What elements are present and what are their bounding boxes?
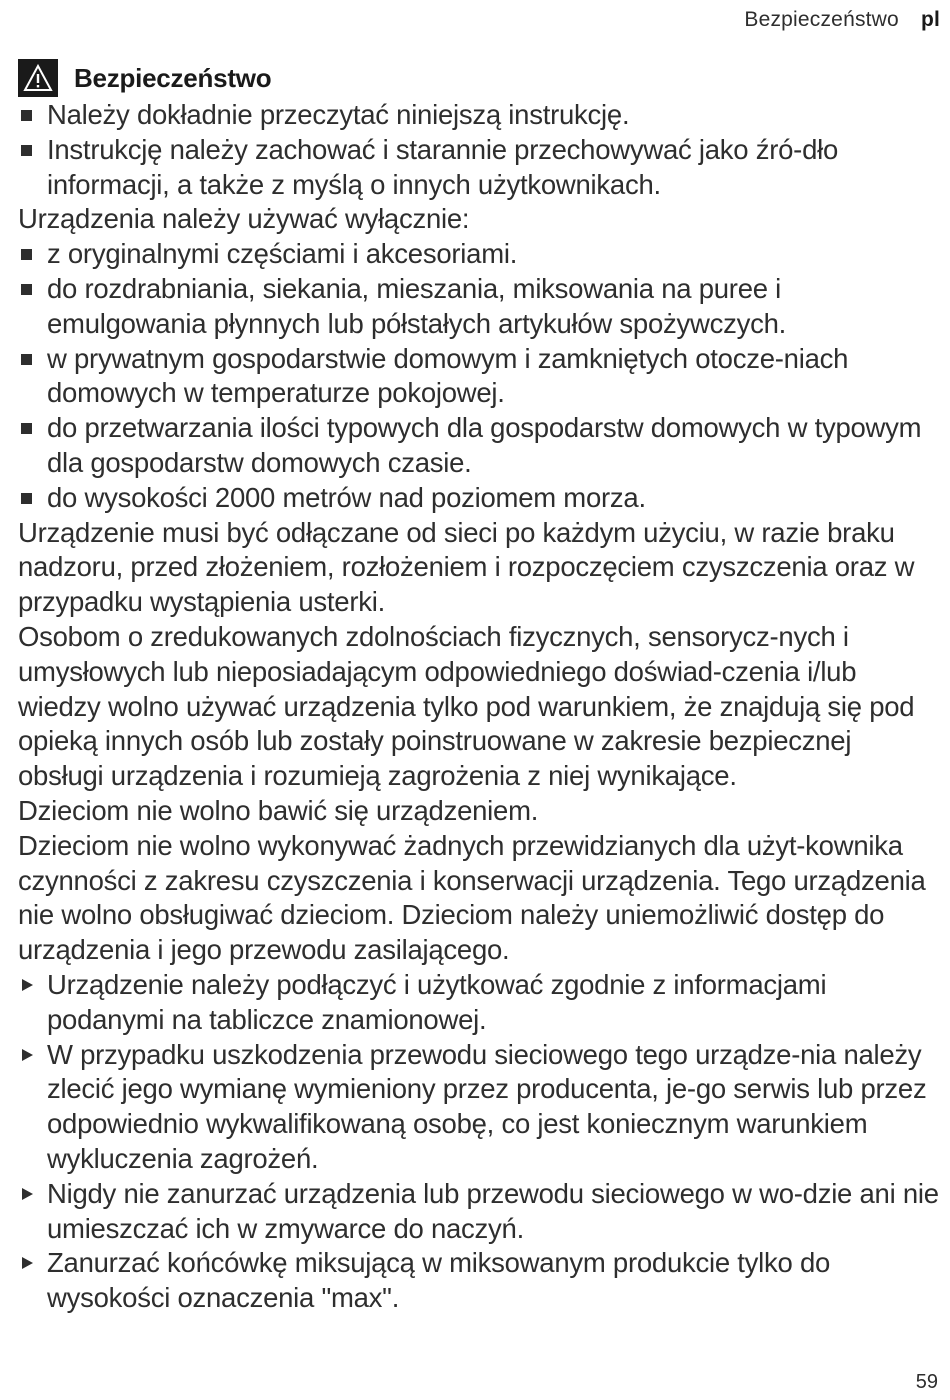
paragraph: Urządzenia należy używać wyłącznie: xyxy=(18,203,470,235)
paragraph: Osobom o zredukowanych zdolnościach fizycznych, sensorycz-nych i umysłowych lub nieposiadającym odpowiedniego doświad-czenia i/lub wiedzy wolno używać urządzenia tylko pod warunkiem, że znajdują się pod opieką innych osób lub zostały poinstruowane w zakresie bezpiecznej obsługi urządzenia i rozumieją zagrożenia z niej wynikające. xyxy=(18,620,915,792)
bullet-item: do rozdrabniania, siekania, mieszania, miksowania na puree i emulgowania płynnych lub półstałych artykułów spożywczych. xyxy=(18,272,942,342)
paragraph: Dzieciom nie wolno wykonywać żadnych przewidzianych dla użyt-kownika czynności z zakresu czyszczenia i konserwacji urządzenia. Tego urządzenia nie wolno obsługiwać dzieciom. Dzieciom należy uniemożliwić dostęp do urządzenia i jego przewodu zasilającego. xyxy=(18,829,926,966)
paragraph: Urządzenie musi być odłączane od sieci po każdym użyciu, w razie braku nadzoru, przed złożeniem, rozłożeniem i rozpoczęciem czyszczenia oraz w przypadku wystąpienia usterki. xyxy=(18,516,915,618)
bullet-item: Instrukcję należy zachować i starannie przechowywać jako źró-dło informacji, a także z myślą o innych użytkownikach. xyxy=(18,133,942,203)
bullet-item: do wysokości 2000 metrów nad poziomem morza. xyxy=(18,481,942,516)
instruction-item: Urządzenie należy podłączyć i użytkować zgodnie z informacjami podanymi na tabliczce znamionowej. xyxy=(18,968,942,1038)
instruction-item: Zanurzać końcówkę miksującą w miksowanym produkcie tylko do wysokości oznaczenia "max". xyxy=(18,1246,942,1316)
arrow-bullet-icon xyxy=(22,1188,33,1200)
instruction-item: W przypadku uszkodzenia przewodu sieciowego tego urządze-nia należy zlecić jego wymianę wymieniony przez producenta, je-go serwis lub przez odpowiednio wykwalifikowaną osobę, co jest koniecznym warunkiem wykluczenia zagrożeń. xyxy=(18,1038,942,1177)
square-bullet-icon xyxy=(21,110,32,121)
arrow-bullet-icon xyxy=(22,979,33,991)
warning-triangle-icon xyxy=(18,59,58,97)
section-heading xyxy=(18,58,942,98)
square-bullet-icon xyxy=(21,423,32,434)
header-section-title: Bezpieczeństwo xyxy=(744,8,899,31)
bullet-item: z oryginalnymi częściami i akcesoriami. xyxy=(18,237,942,272)
square-bullet-icon xyxy=(21,145,32,156)
page-content xyxy=(18,58,942,1316)
arrow-bullet-icon xyxy=(22,1049,33,1061)
bullet-item: w prywatnym gospodarstwie domowym i zamkniętych otocze-niach domowych w temperaturze pokojowej. xyxy=(18,342,942,412)
running-header xyxy=(744,8,940,32)
square-bullet-icon xyxy=(21,284,32,295)
square-bullet-icon xyxy=(21,493,32,504)
bullet-item: do przetwarzania ilości typowych dla gospodarstw domowych w typowym dla gospodarstw domowych czasie. xyxy=(18,411,942,481)
section-title: Bezpieczeństwo xyxy=(74,62,272,93)
arrow-bullet-icon xyxy=(22,1257,33,1269)
header-language-code: pl xyxy=(920,8,940,31)
paragraph: Dzieciom nie wolno bawić się urządzeniem. xyxy=(18,794,539,826)
square-bullet-icon xyxy=(21,249,32,260)
square-bullet-icon xyxy=(21,354,32,365)
bullet-item: Należy dokładnie przeczytać niniejszą instrukcję. xyxy=(18,98,942,133)
instruction-item: Nigdy nie zanurzać urządzenia lub przewodu sieciowego w wo-dzie ani nie umieszczać ich w zmywarce do naczyń. xyxy=(18,1177,942,1247)
page-number: 59 xyxy=(915,1371,938,1393)
